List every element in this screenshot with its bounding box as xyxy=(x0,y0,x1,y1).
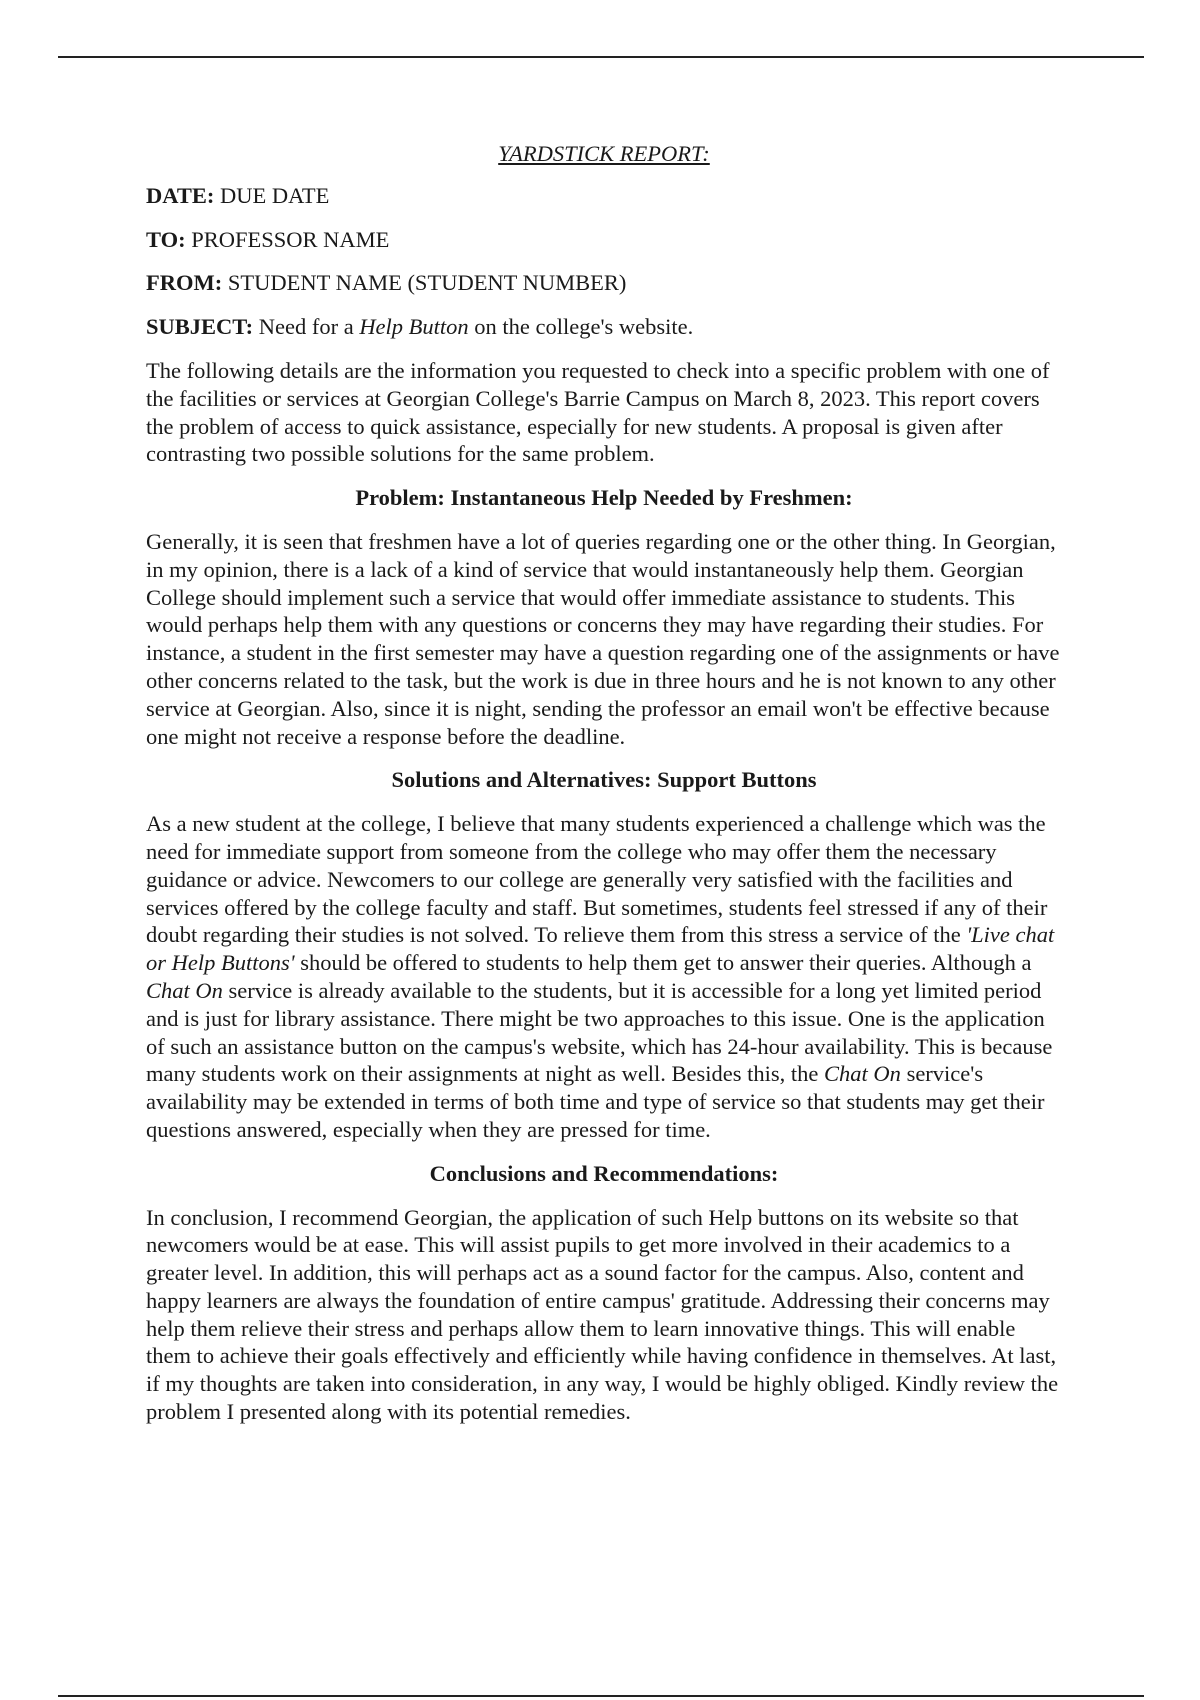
solutions-text-1: As a new student at the college, I believe that many students experienced a challenge which was the need for immediate support from someone from the college who may offer them the necessary guidance or advice. Newcomers to our college are generally very satisfied with the facilities and services offered by the college faculty and staff. But sometimes, students feel stressed if any of their doubt regarding their studies is not solved. To relieve them from this stress a service of the xyxy=(146,811,1048,948)
subject-label: SUBJECT: xyxy=(146,314,254,340)
memo-to-line xyxy=(146,226,1062,254)
section-heading-conclusions: Conclusions and Recommendations: xyxy=(429,1160,779,1186)
subject-emphasis: Help Button xyxy=(359,314,469,340)
memo-from-line xyxy=(146,269,1062,297)
problem-paragraph: Generally, it is seen that freshmen have a lot of queries regarding one or the other thing. In Georgian, in my opinion, there is a lack of a kind of service that would instantaneously help them. Georgian College should implement such a service that would offer immediate assistance to students. This would perhaps help them with any questions or concerns they may have regarding their studies. For instance, a student in the first semester may have a question regarding one of the assignments or have other concerns related to the task, but the work is due in three hours and he is not known to any other service at Georgian. Also, since it is night, sending the professor an email won't be effective because one might not receive a response before the deadline. xyxy=(146,528,1060,749)
memo-subject-line xyxy=(146,313,1062,341)
to-label: TO: xyxy=(146,226,186,252)
memo-date-line xyxy=(146,182,1062,210)
to-value: PROFESSOR NAME xyxy=(191,226,390,252)
subject-text-post: on the college's website. xyxy=(474,314,694,340)
bottom-rule xyxy=(58,1695,1144,1697)
solutions-text-3: service is already available to the students, but it is accessible for a long yet limited period and is just for library assistance. There might be two approaches to this issue. One is the application of such an assistance button on the campus's website, which has 24-hour availability. This is because many students work on their assignments at night as well. Besides this, the xyxy=(146,977,1053,1087)
solutions-text-4: service's availability may be extended in terms of both time and type of service so that students may get their questions answered, especially when they are pressed for time. xyxy=(146,1061,1045,1142)
conclusions-paragraph: In conclusion, I recommend Georgian, the application of such Help buttons on its website so that newcomers would be at ease. This will assist pupils to get more involved in their academics to a greater level. In addition, this will perhaps act as a sound factor for the campus. Also, content and happy learners are always the foundation of entire campus' gratitude. Addressing their concerns may help them relieve their stress and perhaps allow them to learn innovative things. This will enable them to achieve their goals effectively and efficiently while having confidence in themselves. At last, if my thoughts are taken into consideration, in any way, I would be highly obliged. Kindly review the problem I presented along with its potential remedies. xyxy=(146,1204,1059,1425)
section-heading-solutions: Solutions and Alternatives: Support Buttons xyxy=(391,767,817,793)
solutions-emphasis-2: Chat On xyxy=(146,977,223,1003)
from-label: FROM: xyxy=(146,270,223,296)
solutions-emphasis-3: Chat On xyxy=(824,1061,901,1087)
date-label: DATE: xyxy=(146,182,215,208)
intro-paragraph: The following details are the information you requested to check into a specific problem with one of the facilities or services at Georgian College's Barrie Campus on March 8, 2023. This report covers the problem of access to quick assistance, especially for new students. A proposal is given after contrasting two possible solutions for the same problem. xyxy=(146,357,1050,467)
subject-text-pre: Need for a xyxy=(258,314,354,340)
report-title: YARDSTICK REPORT: xyxy=(498,141,710,166)
section-heading-problem: Problem: Instantaneous Help Needed by Freshmen: xyxy=(355,485,853,511)
solutions-text-2: should be offered to students to help them get to answer their queries. Although a xyxy=(300,950,1032,976)
from-value: STUDENT NAME (STUDENT NUMBER) xyxy=(227,270,627,296)
solutions-emphasis-1: 'Live chat or Help Buttons' xyxy=(146,922,1055,976)
document-page xyxy=(146,140,1062,1442)
top-rule xyxy=(58,56,1144,58)
solutions-paragraph xyxy=(146,810,1062,1144)
date-value: DUE DATE xyxy=(219,182,330,208)
